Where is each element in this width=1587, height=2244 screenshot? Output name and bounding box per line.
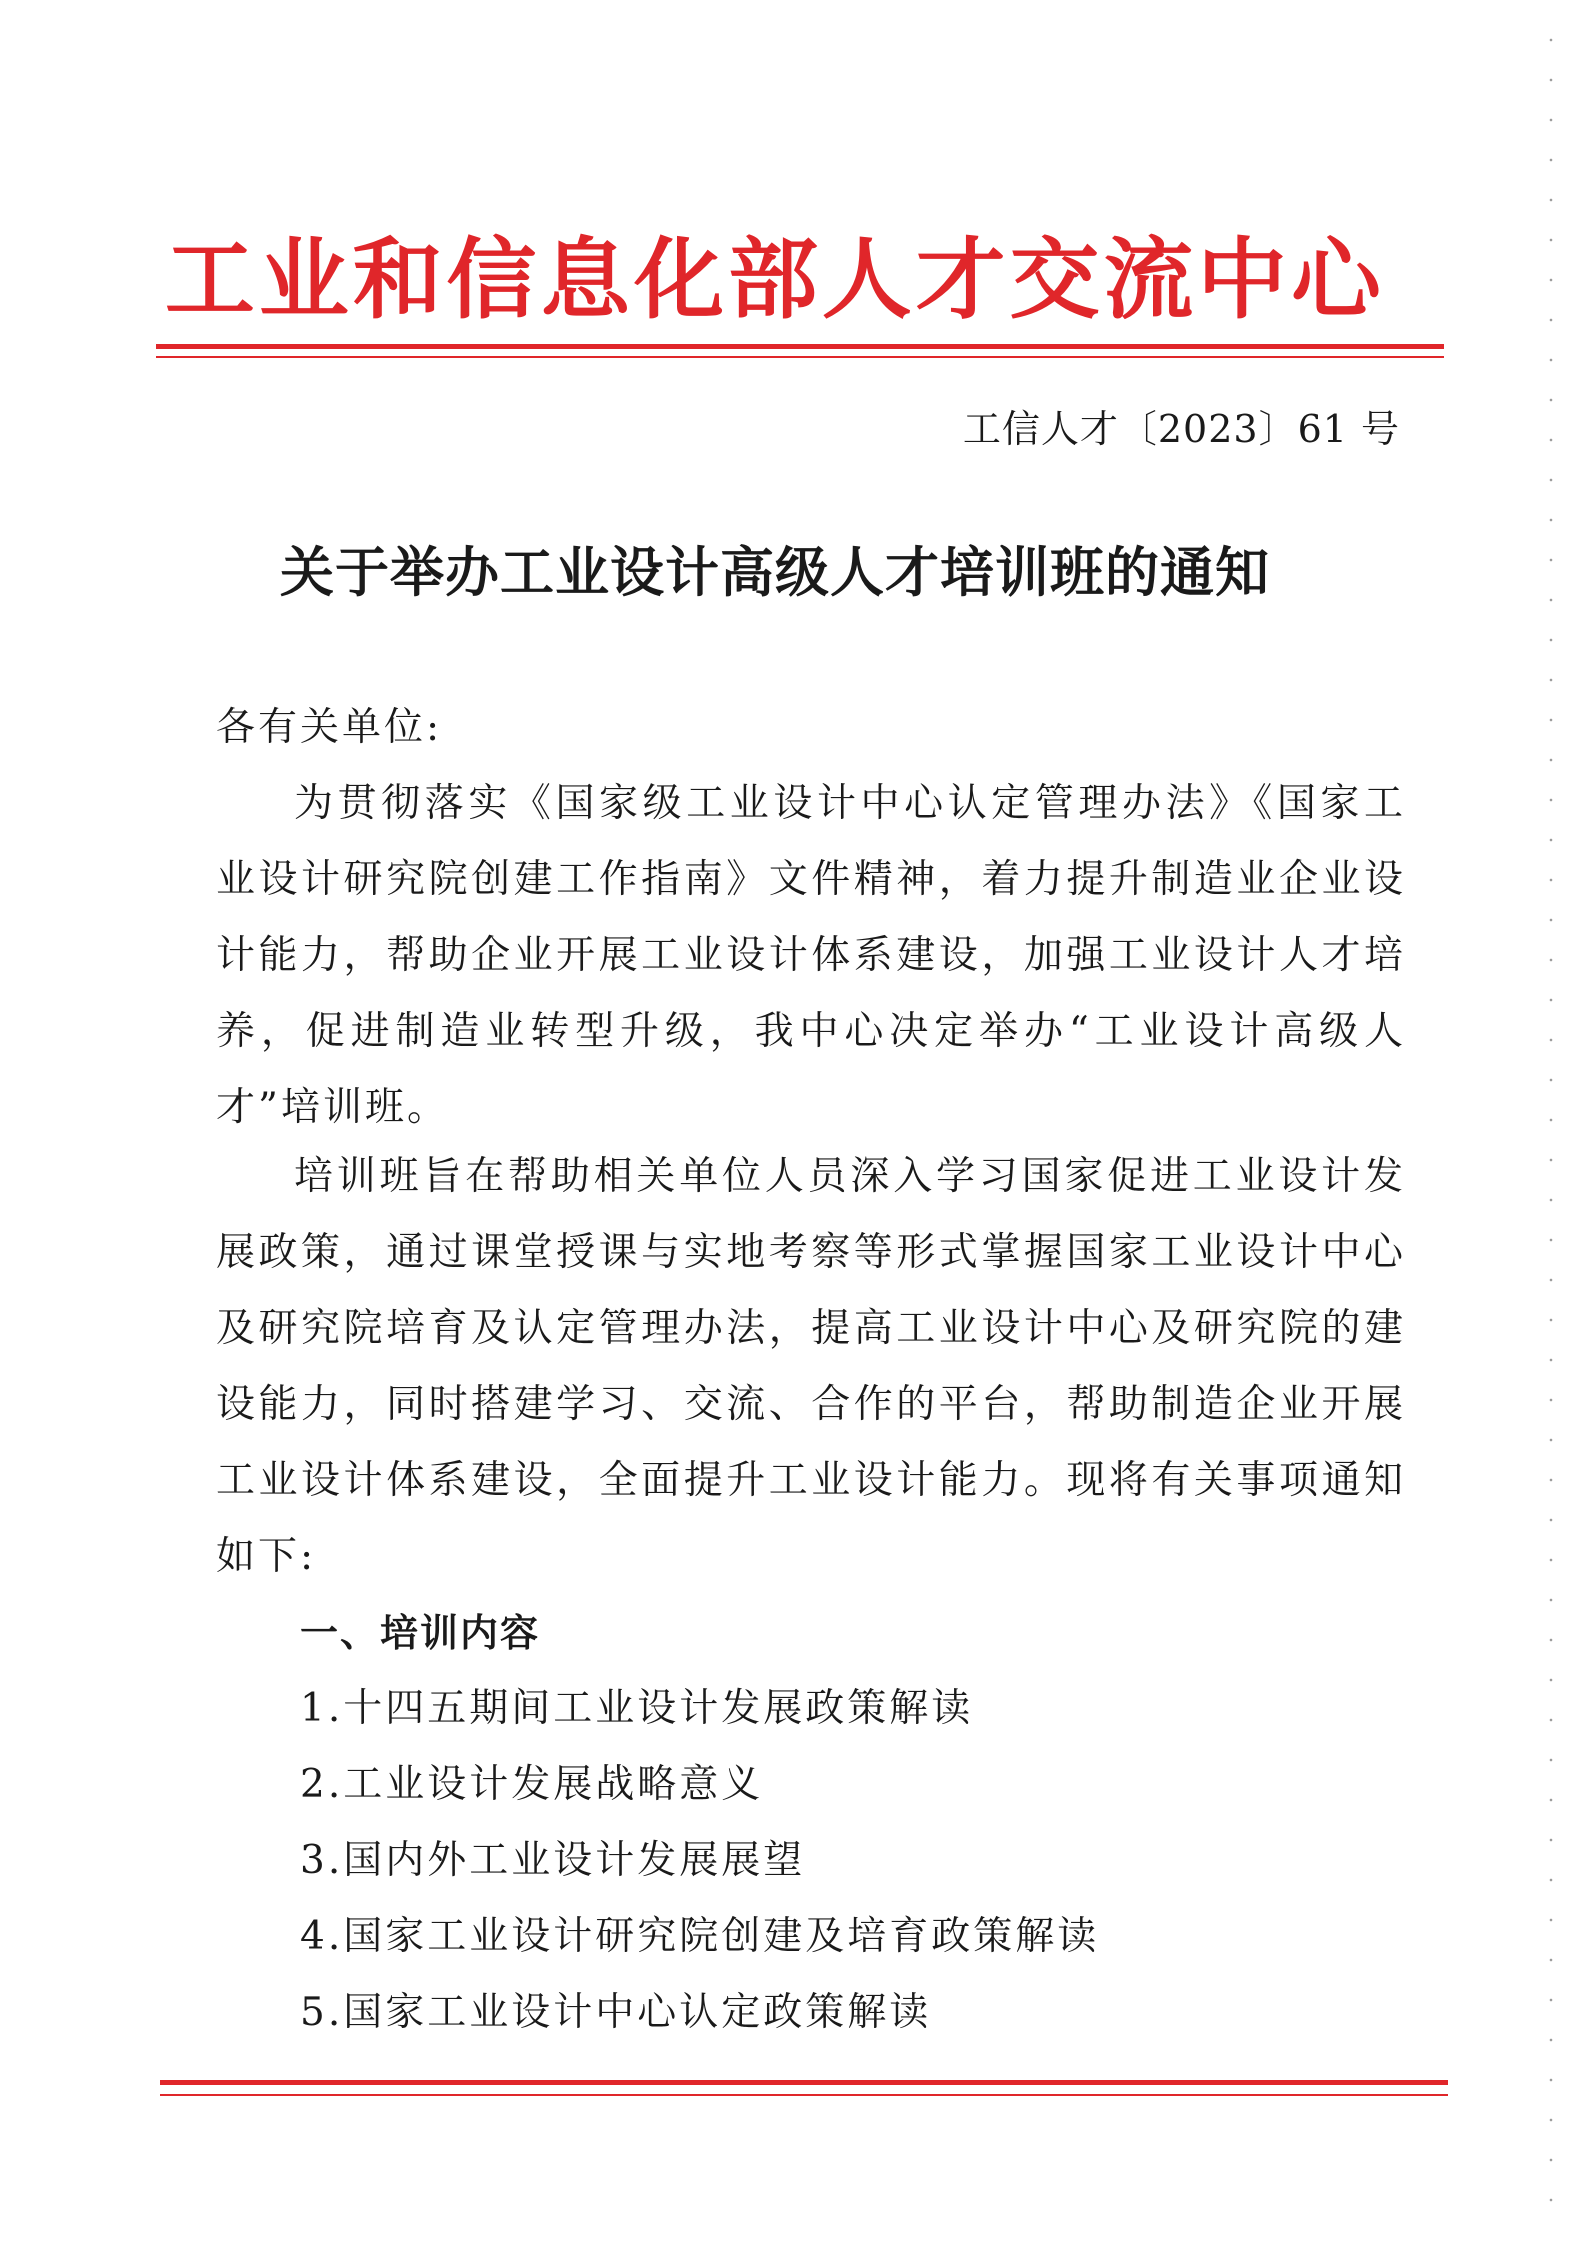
paragraph-1-block	[216, 766, 1406, 1146]
section-heading: 一、培训内容	[300, 1611, 541, 1655]
footer-rule-thick	[160, 2080, 1448, 2085]
paragraph: 培训班旨在帮助相关单位人员深入学习国家促进工业设计发展政策，通过课堂授课与实地考察等形式掌握国家工业设计中心及研究院培育及认定管理办法，提高工业设计中心及研究院的建设能力，同时搭建学习、交流、合作的平台，帮助制造企业开展工业设计体系建设，全面提升工业设计能力。现将有关事项通知如下:	[216, 1154, 1406, 1579]
document-title: 关于举办工业设计高级人才培训班的通知	[280, 540, 1270, 604]
list-item: 2.工业设计发展战略意义	[300, 1762, 764, 1807]
document-number: 工信人才〔2023〕61 号	[962, 407, 1400, 451]
header-rule-thin	[156, 356, 1444, 358]
org-header	[160, 218, 1390, 331]
salutation: 各有关单位:	[216, 705, 443, 750]
header-rule-thick	[156, 344, 1444, 349]
training-content-list	[300, 1671, 1099, 2051]
list-item: 5.国家工业设计中心认定政策解读	[300, 1990, 932, 2035]
org-name: 工业和信息化部人才交流中心	[165, 227, 1385, 331]
paragraph-2-block	[216, 1139, 1406, 1595]
footer-rule-thin	[160, 2094, 1448, 2096]
list-item: 4.国家工业设计研究院创建及培育政策解读	[300, 1914, 1100, 1959]
binding-dots	[1548, 20, 1554, 2220]
paragraph: 为贯彻落实《国家级工业设计中心认定管理办法》《国家工业设计研究院创建工作指南》文件精神，着力提升制造业企业设计能力，帮助企业开展工业设计体系建设，加强工业设计人才培养，促进制造业转型升级，我中心决定举办“工业设计高级人才”培训班。	[216, 781, 1406, 1130]
list-item: 3.国内外工业设计发展展望	[300, 1838, 806, 1883]
list-item: 1.十四五期间工业设计发展政策解读	[300, 1686, 974, 1731]
